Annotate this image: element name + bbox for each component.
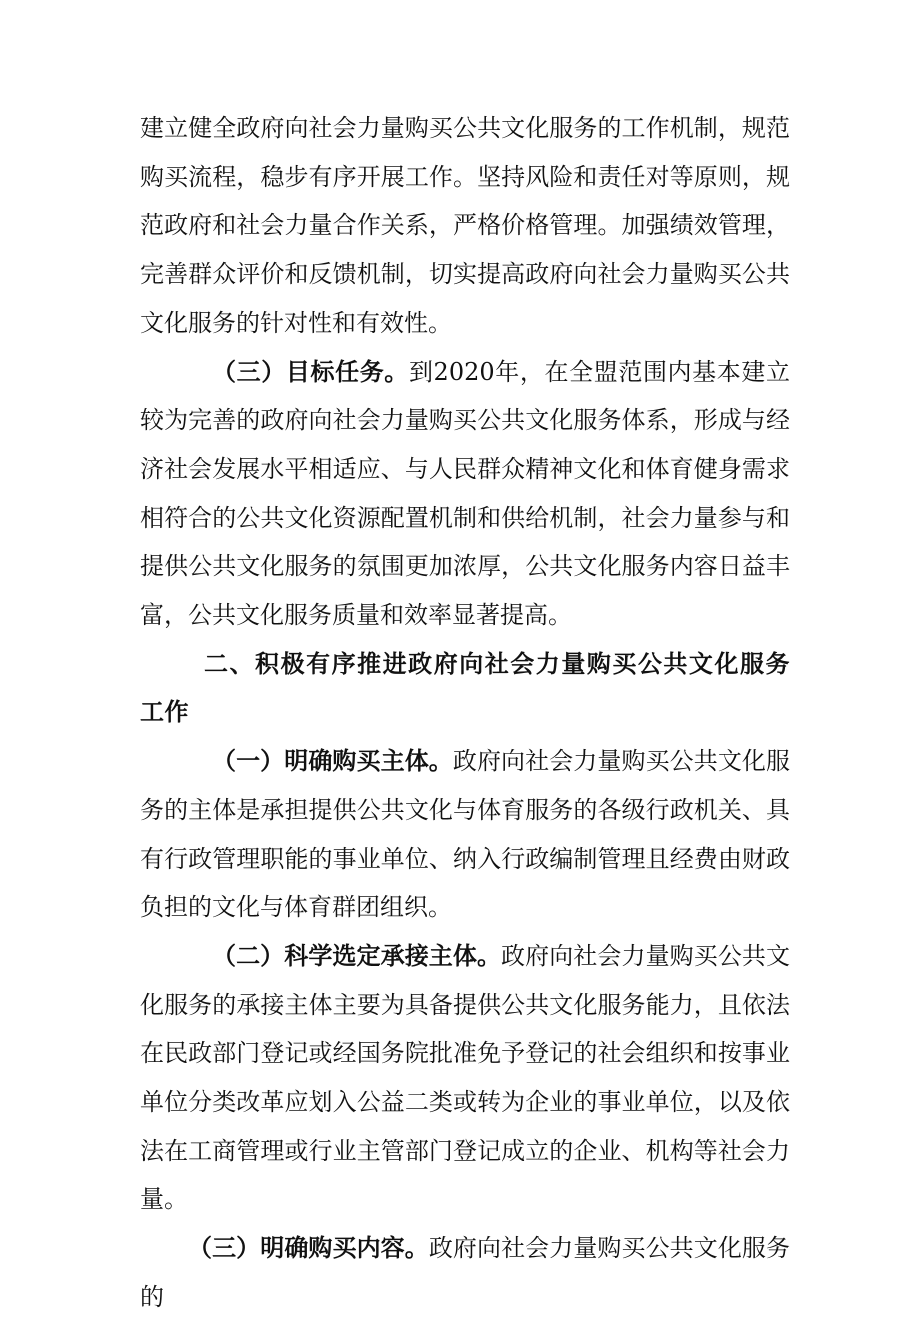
section-heading: 二、积极有序推进政府向社会力量购买公共文化服务工作	[140, 649, 790, 727]
paragraph-work-mechanism	[140, 104, 790, 348]
paragraph-text: 到2020年，在全盟范围内基本建立较为完善的政府向社会力量购买公共文化服务体系，形成与经济社会发展水平相适应、与人民群众精神文化和体育健身需求相符合的公共文化资源配置机制和供给机制，社会力量参与和提供公共文化服务的氛围更加浓厚，公共文化服务内容日益丰富，公共文化服务质量和效率显著提高。	[140, 357, 791, 630]
paragraph-text: 政府向社会力量购买公共文化服务的主体是承担提供公共文化与体育服务的各级行政机关、具有行政管理职能的事业单位、纳入行政编制管理且经费由财政负担的文化与体育群团组织。	[140, 747, 791, 922]
paragraph-purchase-subject	[140, 737, 790, 932]
paragraph-text: 政府向社会力量购买公共文化服务的承接主体主要为具备提供公共文化服务能力，且依法在民政部门登记或经国务院批准免予登记的社会组织和按事业单位分类改革应划入公益二类或转为企业的事业单位，以及依法在工商管理或行业主管部门登记成立的企业、机构等社会力量。	[140, 941, 791, 1214]
paragraph-heading: （三）目标任务。	[212, 357, 409, 386]
paragraph-heading: （一）明确购买主体。	[212, 747, 453, 776]
paragraph-text: 建立健全政府向社会力量购买公共文化服务的工作机制，规范购买流程，稳步有序开展工作。坚持风险和责任对等原则，规范政府和社会力量合作关系，严格价格管理。加强绩效管理，完善群众评价和反馈机制，切实提高政府向社会力量购买公共文化服务的针对性和有效性。	[140, 114, 790, 337]
paragraph-heading: （二）科学选定承接主体。	[212, 941, 502, 970]
paragraph-text: 政府向社会力量购买公共文化服务的	[140, 1234, 791, 1311]
paragraph-target-tasks	[140, 348, 790, 640]
document-page	[140, 104, 790, 1322]
paragraph-undertaking-subject	[140, 932, 790, 1224]
paragraph-purchase-content	[140, 1224, 790, 1321]
paragraph-heading: （三）明确购买内容。	[188, 1234, 429, 1263]
